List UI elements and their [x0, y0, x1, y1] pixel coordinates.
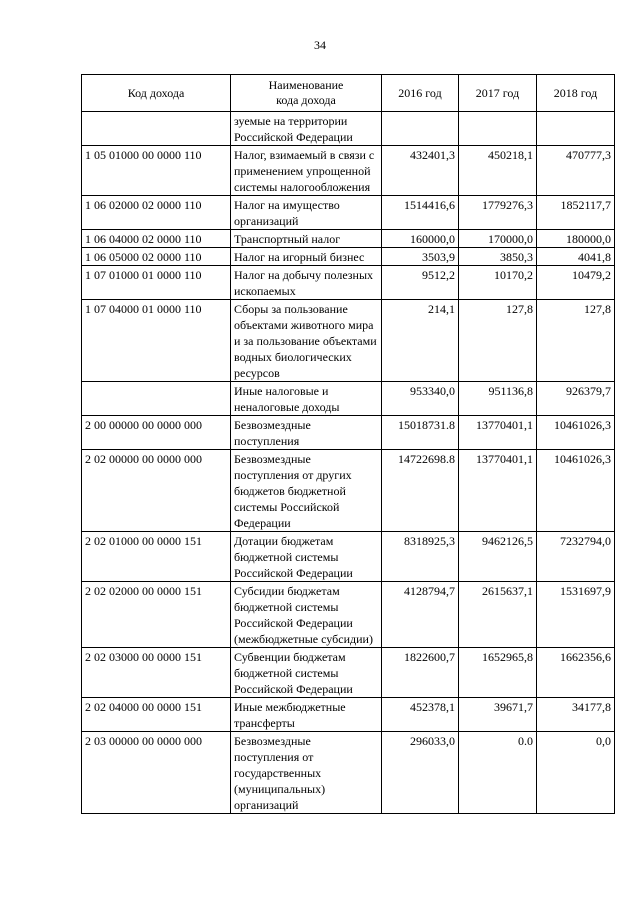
row-value-2016: 1514416,6	[382, 196, 459, 230]
row-value-2016: 14722698.8	[382, 450, 459, 532]
row-value-2017: 9462126,5	[459, 532, 537, 582]
table-row	[82, 300, 615, 382]
row-value-2016: 953340,0	[382, 382, 459, 416]
row-value-2017: 10170,2	[459, 266, 537, 300]
row-value-2017: 39671,7	[459, 698, 537, 732]
row-value-2018: 4041,8	[537, 248, 615, 266]
row-value-2017: 1652965,8	[459, 648, 537, 698]
row-value-2018: 0,0	[537, 732, 615, 814]
row-code: 2 03 00000 00 0000 000	[82, 732, 231, 814]
row-value-2016: 160000,0	[382, 230, 459, 248]
header-2016: 2016 год	[382, 75, 459, 112]
row-value-2018: 7232794,0	[537, 532, 615, 582]
row-value-2018: 10479,2	[537, 266, 615, 300]
row-value-2018: 1852117,7	[537, 196, 615, 230]
header-2017: 2017 год	[459, 75, 537, 112]
header-name	[231, 75, 382, 112]
table-body	[82, 112, 615, 814]
row-value-2018: 1662356,6	[537, 648, 615, 698]
row-name: Дотации бюджетам бюджетной системы Российской Федерации	[231, 532, 382, 582]
row-name: Иные налоговые и неналоговые доходы	[231, 382, 382, 416]
row-name: Налог на имущество организаций	[231, 196, 382, 230]
table-row	[82, 450, 615, 532]
row-value-2018: 926379,7	[537, 382, 615, 416]
row-value-2018: 10461026,3	[537, 416, 615, 450]
row-value-2018: 10461026,3	[537, 450, 615, 532]
row-value-2018: 180000,0	[537, 230, 615, 248]
table-row	[82, 248, 615, 266]
table-row	[82, 416, 615, 450]
row-name: Налог на игорный бизнес	[231, 248, 382, 266]
page-number: 34	[314, 38, 326, 52]
row-name: Безвозмездные поступления от государственных (муниципальных) организаций	[231, 732, 382, 814]
row-value-2016: 3503,9	[382, 248, 459, 266]
row-name: Иные межбюджетные трансферты	[231, 698, 382, 732]
row-name: Безвозмездные поступления	[231, 416, 382, 450]
row-code: 1 07 04000 01 0000 110	[82, 300, 231, 382]
row-value-2018: 127,8	[537, 300, 615, 382]
row-value-2016: 9512,2	[382, 266, 459, 300]
row-code: 2 00 00000 00 0000 000	[82, 416, 231, 450]
row-name: Субсидии бюджетам бюджетной системы Российской Федерации (межбюджетные субсидии)	[231, 582, 382, 648]
row-value-2017: 13770401,1	[459, 450, 537, 532]
table-row	[82, 230, 615, 248]
row-value-2016: 8318925,3	[382, 532, 459, 582]
row-name: зуемые на территории Российской Федерации	[231, 112, 382, 146]
row-value-2018	[537, 112, 615, 146]
row-name: Налог, взимаемый в связи с применением упрощенной системы налогообложения	[231, 146, 382, 196]
row-code: 2 02 04000 00 0000 151	[82, 698, 231, 732]
table-row	[82, 648, 615, 698]
row-name: Безвозмездные поступления от других бюджетов бюджетной системы Российской Федерации	[231, 450, 382, 532]
row-name: Субвенции бюджетам бюджетной системы Российской Федерации	[231, 648, 382, 698]
row-code: 1 06 04000 02 0000 110	[82, 230, 231, 248]
header-2018: 2018 год	[537, 75, 615, 112]
row-code: 1 06 05000 02 0000 110	[82, 248, 231, 266]
table-row	[82, 582, 615, 648]
header-name-text: Наименование кода дохода	[268, 78, 344, 107]
row-name: Транспортный налог	[231, 230, 382, 248]
row-code	[82, 382, 231, 416]
row-value-2018: 34177,8	[537, 698, 615, 732]
row-code: 2 02 01000 00 0000 151	[82, 532, 231, 582]
header-code: Код дохода	[82, 75, 231, 112]
row-value-2017: 13770401,1	[459, 416, 537, 450]
table-header-row	[82, 75, 615, 112]
table-row	[82, 698, 615, 732]
row-value-2016: 432401,3	[382, 146, 459, 196]
row-name: Сборы за пользование объектами животного мира и за пользование объектами водных биологических ресурсов	[231, 300, 382, 382]
table-row	[82, 266, 615, 300]
row-code	[82, 112, 231, 146]
row-value-2017: 951136,8	[459, 382, 537, 416]
row-name: Налог на добычу полезных ископаемых	[231, 266, 382, 300]
row-code: 1 05 01000 00 0000 110	[82, 146, 231, 196]
row-value-2016: 15018731.8	[382, 416, 459, 450]
row-value-2017: 3850,3	[459, 248, 537, 266]
row-value-2016: 296033,0	[382, 732, 459, 814]
row-code: 2 02 03000 00 0000 151	[82, 648, 231, 698]
row-value-2017: 0.0	[459, 732, 537, 814]
row-code: 1 06 02000 02 0000 110	[82, 196, 231, 230]
revenue-table	[81, 74, 615, 814]
row-value-2018: 470777,3	[537, 146, 615, 196]
row-value-2016: 452378,1	[382, 698, 459, 732]
row-value-2017	[459, 112, 537, 146]
row-value-2017: 1779276,3	[459, 196, 537, 230]
row-code: 2 02 00000 00 0000 000	[82, 450, 231, 532]
row-value-2017: 170000,0	[459, 230, 537, 248]
row-code: 2 02 02000 00 0000 151	[82, 582, 231, 648]
table-row	[82, 112, 615, 146]
table-row	[82, 532, 615, 582]
table-row	[82, 146, 615, 196]
table-row	[82, 196, 615, 230]
row-value-2016: 214,1	[382, 300, 459, 382]
row-value-2017: 2615637,1	[459, 582, 537, 648]
table-row	[82, 382, 615, 416]
table-row	[82, 732, 615, 814]
row-value-2016	[382, 112, 459, 146]
row-value-2017: 450218,1	[459, 146, 537, 196]
row-value-2016: 1822600,7	[382, 648, 459, 698]
row-value-2017: 127,8	[459, 300, 537, 382]
row-code: 1 07 01000 01 0000 110	[82, 266, 231, 300]
row-value-2016: 4128794,7	[382, 582, 459, 648]
row-value-2018: 1531697,9	[537, 582, 615, 648]
